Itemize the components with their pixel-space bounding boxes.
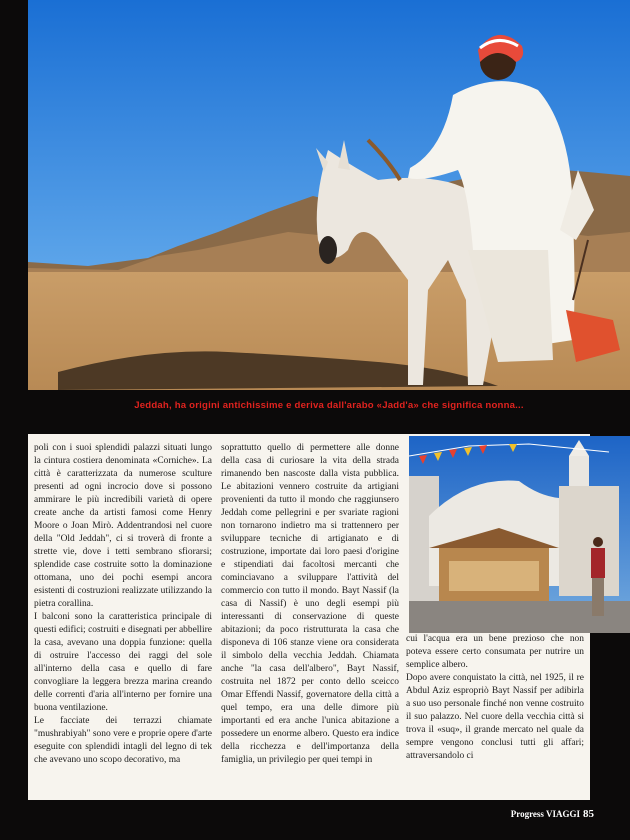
hero-photo-man-with-donkey [28, 0, 630, 390]
paragraph: Dopo avere conquistato la città, nel 1925, il re Abdul Aziz espropriò Bayt Nassif per adibirla a suo uso personale finché non venne costruito il suo palazzo. Nel cuore della vecchia città si trova il «suq», il grande mercato nel quale da sempre vengono conclusi tutti gli affari; attraversandolo ci [406, 673, 584, 761]
market-scene-illustration [409, 436, 630, 633]
article-column-2 [221, 442, 399, 767]
paragraph: Le facciate dei terrazzi chiamate "mushrabiyah" sono vere e proprie opere d'arte eseguite con splendidi intagli del legno di tek che avevano uno scopo decorativo, ma [34, 716, 212, 765]
paragraph: poli con i suoi splendidi palazzi situati lungo la cintura costiera denominata «Corniche». La città è caratterizzata da numerose sculture presenti ad ogni incrocio dove si possono ammirare le più incredibili varietà di opere create anche da artisti famosi come Henry Moore o Joan Mirò. Addentrandosi nel cuore della "Old Jeddah", ci si troverà di fronte a strette vie, dove i tetti sembrano sfiorarsi; splendide case costruite sotto la dominazione ottomana, uno dei pochi esempi ancora esistenti di costruzioni realizzate utilizzando la pietra corallina. [34, 443, 212, 609]
page-footer [511, 808, 594, 820]
paragraph: soprattutto quello di permettere alle donne della casa di curiosare la vita della strada rimanendo ben nascoste dalla vista pubblica. Le abitazioni vennero costruite da artigiani provenienti da tutto il mondo che raggiunsero Jeddah come pellegrini e per svariate ragioni non tornarono indietro ma si trattennero per sviluppare tecniche di artigianato e di costruzione, importate dai loro paesi d'origine e stipendiati dai facoltosi mercanti che cominciavano a sviluppare l'attività del commercio con tutto il mondo. Bayt Nassif (la casa di Nassif) è uno degli esempi più interessanti di conservazione di queste abitazioni; da poco ristrutturata la casa che disponeva di 106 stanze viene ora considerata il simbolo della vecchia Jeddah. Chiamata anche "la casa dell'albero", Bayt Nassif, costruita nel 1872 per conto dello sceicco Omar Effendi Nassif, governatore della città a quel tempo, era una delle dimore più importanti ed era anche l'unica abitazione a possedere un enorme albero. Questo era indice della ricchezza e dell'importanza della famiglia, un privilegio per quei tempi in [221, 443, 399, 765]
photo-caption: Jeddah, ha origini antichissime e deriva dall'arabo «Jadd'a» che significa nonna... [134, 400, 524, 411]
paragraph: cui l'acqua era un bene prezioso che non poteva essere certo consumata per nutrire un semplice albero. [406, 634, 584, 670]
article-column-1 [34, 442, 212, 767]
market-photo [409, 436, 630, 633]
page-number: 85 [583, 808, 594, 820]
desert-scene-illustration [28, 0, 630, 390]
paragraph: I balconi sono la caratteristica principale di questi edifici; costruiti e disegnati per abbellire la casa, avevano una doppia funzione: quella di ostruire l'accesso dei raggi del sole all'interno della casa e quello di fare convogliare la leggera brezza marina creando delle correnti d'aria all'interno per fornire una buona ventilazione. [34, 612, 212, 713]
article-column-3 [406, 633, 584, 763]
magazine-name: Progress VIAGGI [510, 809, 580, 819]
